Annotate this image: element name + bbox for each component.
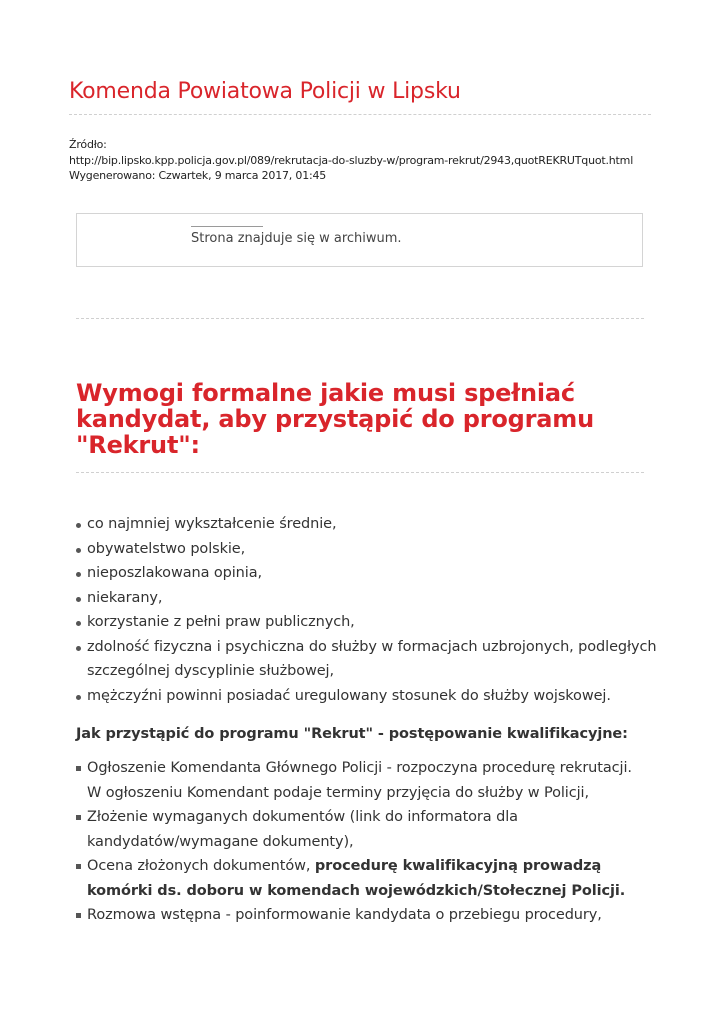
list-item: niekarany, — [76, 586, 656, 611]
list-item: co najmniej wykształcenie średnie, — [76, 512, 656, 537]
step-emphasis: procedurę kwalifikacyjną prowadzą komórki ds. doboru w komendach wojewódzkich/Stołecznej Policji. — [87, 858, 626, 899]
list-item: Złożenie wymaganych dokumentów (link do informatora dla kandydatów/wymagane dokumenty), — [76, 805, 632, 854]
title-divider — [76, 472, 644, 473]
header-divider — [69, 114, 651, 115]
source-label: Źródło: — [69, 138, 107, 151]
list-item — [76, 854, 632, 903]
list-item: obywatelstwo polskie, — [76, 537, 656, 562]
generated-date: Wygenerowano: Czwartek, 9 marca 2017, 01:45 — [69, 169, 327, 182]
article-title: Wymogi formalne jakie musi spełniać kandydat, aby przystąpić do programu "Rekrut": — [76, 379, 594, 459]
archive-notice-rule — [191, 226, 263, 227]
section-divider — [76, 318, 644, 319]
list-item: nieposzlakowana opinia, — [76, 561, 656, 586]
archive-notice-box — [76, 213, 643, 267]
procedure-heading: Jak przystąpić do programu "Rekrut" - postępowanie kwalifikacyjne: — [76, 726, 628, 742]
step-text: Ocena złożonych dokumentów, — [87, 858, 315, 874]
requirements-list — [76, 512, 656, 708]
document-meta — [69, 137, 633, 184]
procedure-steps-list — [76, 756, 632, 928]
source-url: http://bip.lipsko.kpp.policja.gov.pl/089/rekrutacja-do-sluzby-w/program-rekrut/2943,quotREKRUTquot.html — [69, 153, 634, 167]
list-item: korzystanie z pełni praw publicznych, — [76, 610, 656, 635]
archive-notice-text: Strona znajduje się w archiwum. — [191, 231, 402, 246]
list-item: zdolność fizyczna i psychiczna do służby w formacjach uzbrojonych, podległych szczególnej dyscyplinie służbowej, — [76, 635, 656, 684]
site-title: Komenda Powiatowa Policji w Lipsku — [69, 79, 461, 104]
list-item: Rozmowa wstępna - poinformowanie kandydata o przebiegu procedury, — [76, 903, 632, 928]
list-item: mężczyźni powinni posiadać uregulowany stosunek do służby wojskowej. — [76, 684, 656, 709]
list-item: Ogłoszenie Komendanta Głównego Policji - rozpoczyna procedurę rekrutacji. W ogłoszeniu Komendant podaje terminy przyjęcia do służby w Policji, — [76, 756, 632, 805]
